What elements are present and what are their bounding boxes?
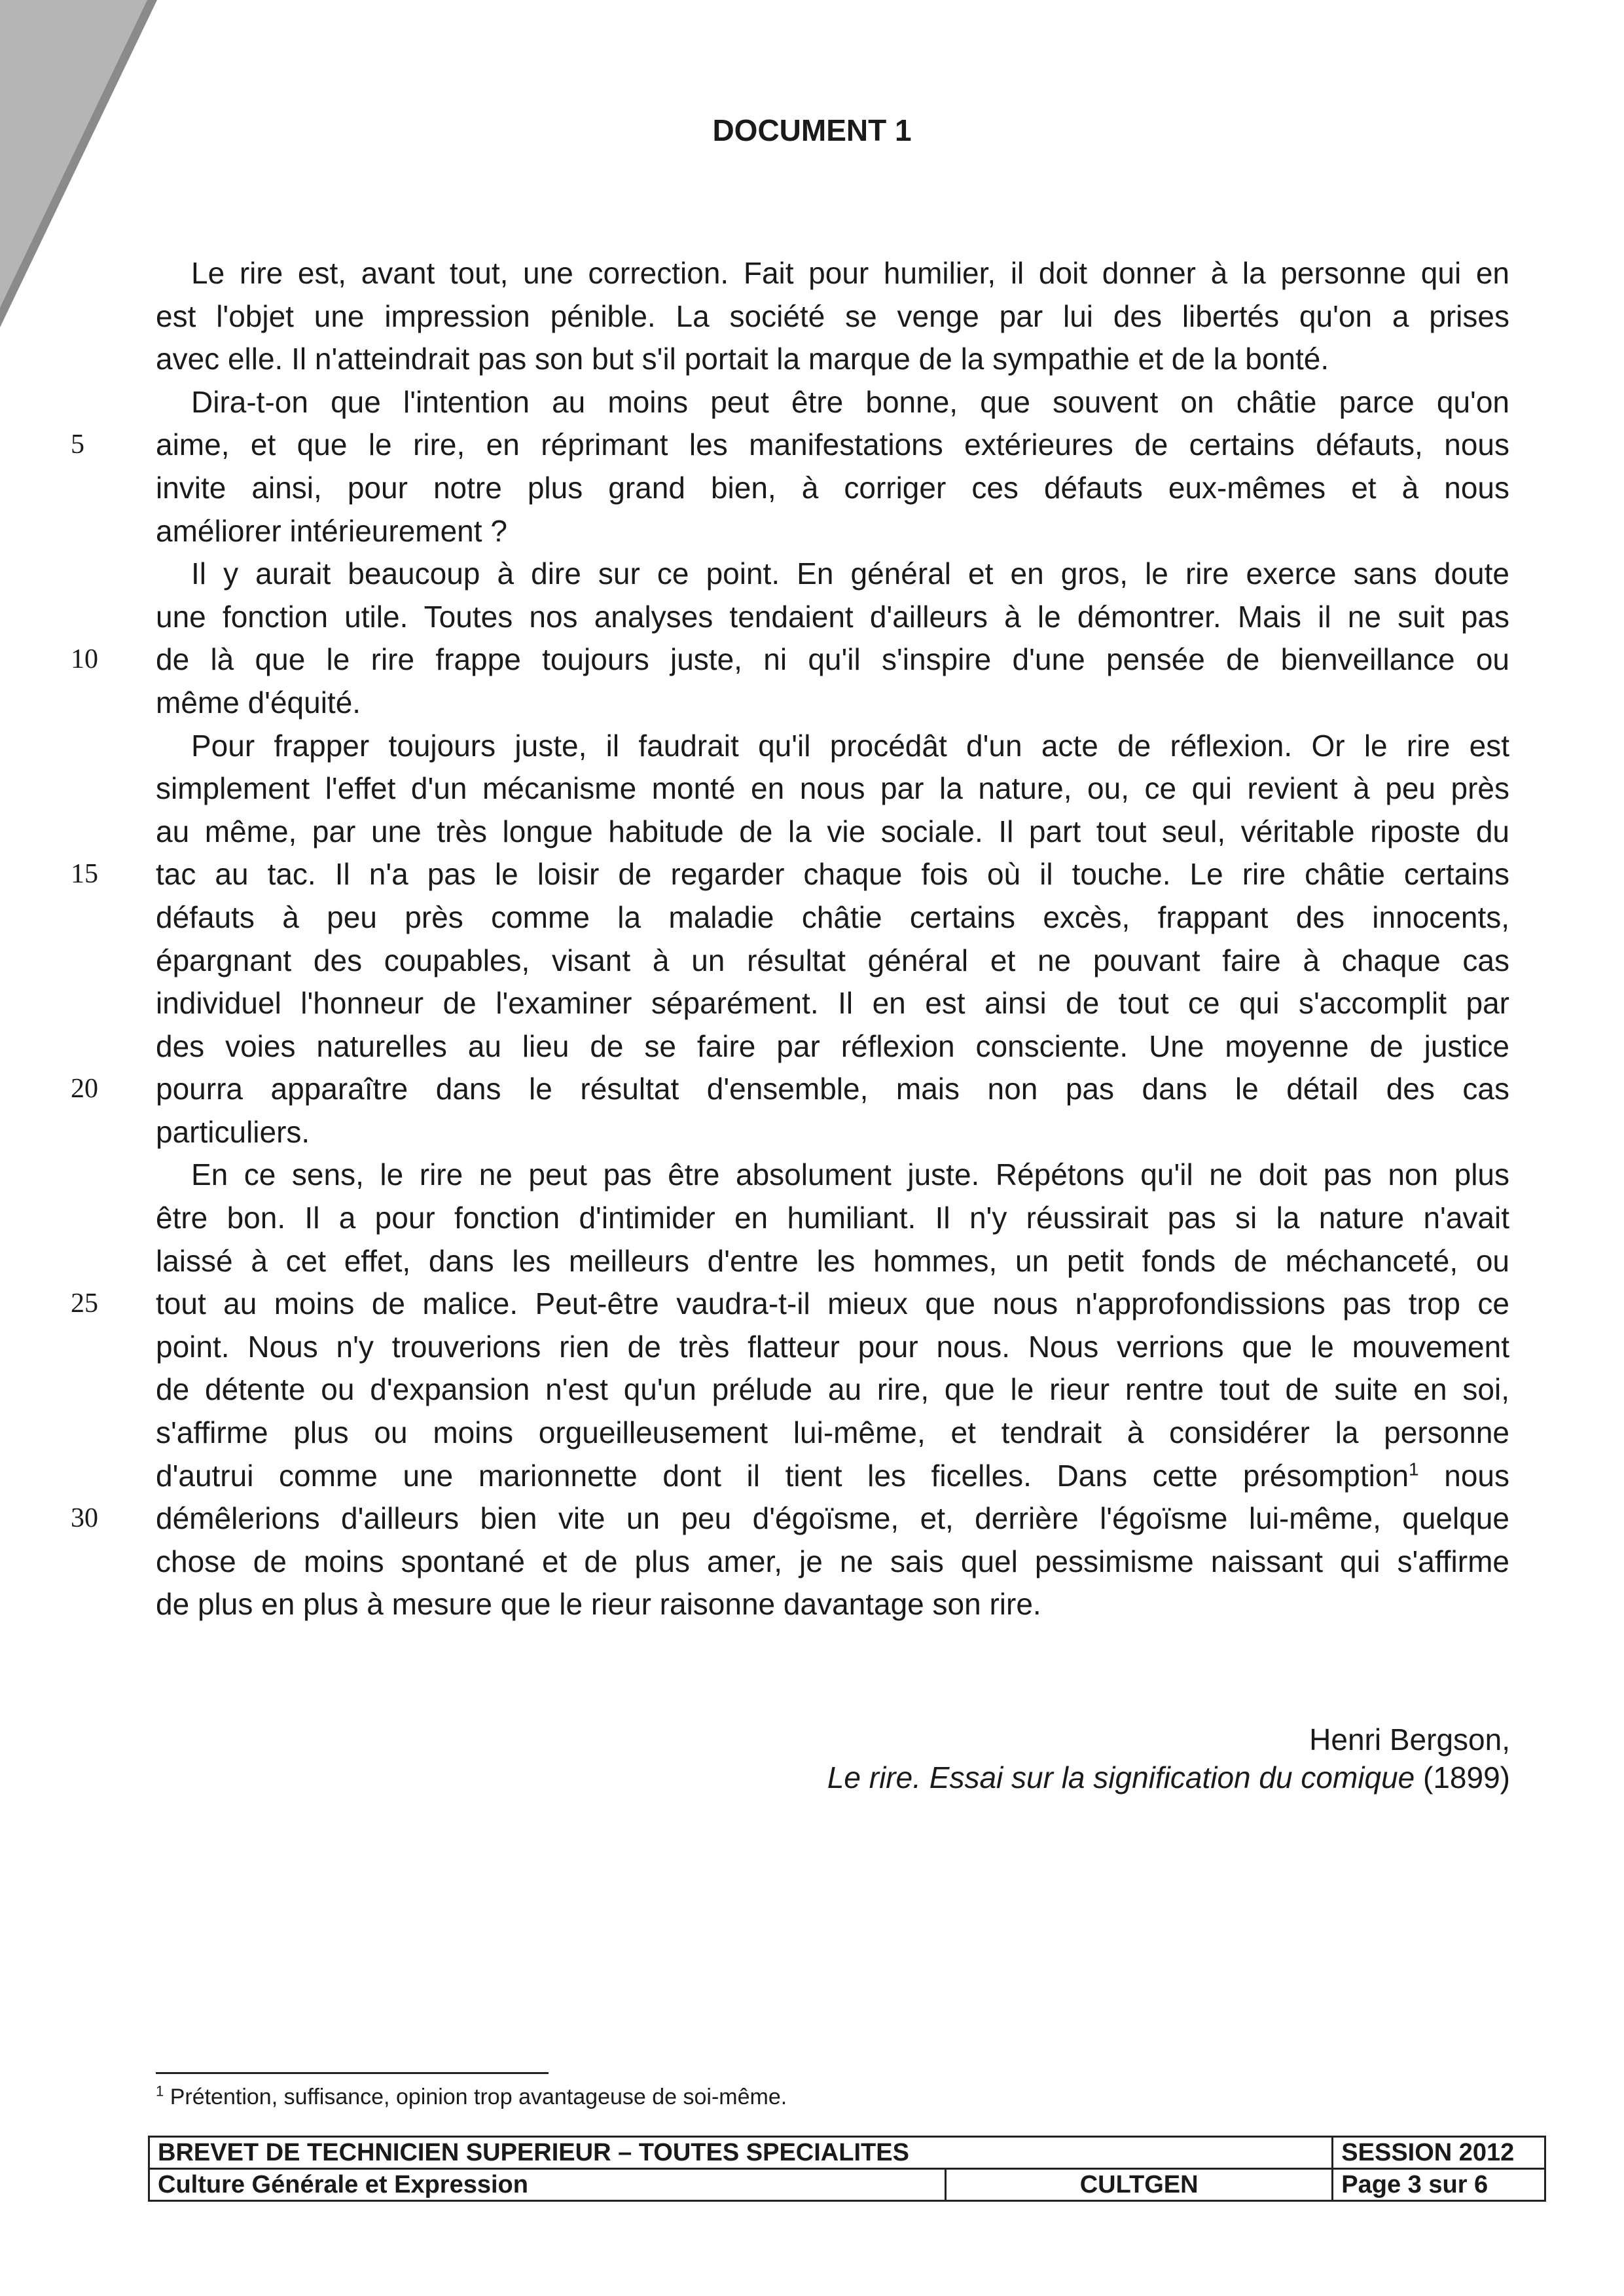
work-citation (827, 1758, 1510, 1796)
text-line: individuel l'honneur de l'examiner séparément. Il en est ainsi de tout ce qui s'accomplit par (156, 986, 1509, 1021)
text-line: est l'objet une impression pénible. La société se venge par lui des libertés qu'on a prises (156, 299, 1509, 333)
text-line: simplement l'effet d'un mécanisme monté en nous par la nature, ou, ce qui revient à peu près (156, 771, 1509, 806)
main-text (71, 252, 1509, 1626)
line-number: 15 (71, 859, 98, 890)
text-line: démêlerions d'ailleurs bien vite un peu d'égoïsme, et, derrière l'égoïsme lui-même, quelque 30 (156, 1497, 1509, 1540)
text-line: d'autrui comme une marionnette dont il tient les ficelles. Dans cette présomption$^1$ nous (156, 1458, 1509, 1493)
attribution (827, 1721, 1510, 1796)
text-line: s'affirme plus ou moins orgueilleusement lui-même, et tendrait à considérer la personne (156, 1415, 1509, 1450)
footer-page: Page 3 sur 6 (1333, 2169, 1545, 2201)
text-line: tac au tac. Il n'a pas le loisir de regarder chaque fois où il touche. Le rire châtie certains 15 (156, 853, 1509, 896)
footer-table (148, 2136, 1546, 2202)
text-line: des voies naturelles au lieu de se faire par réflexion consciente. Une moyenne de justice (156, 1029, 1509, 1063)
text-line: améliorer intérieurement ? (156, 513, 507, 548)
text-line: avec elle. Il n'atteindrait pas son but s'il portait la marque de la sympathie et de la bonté. (156, 342, 1329, 376)
text-line: être bon. Il a pour fonction d'intimider en humiliant. Il n'y réussirait pas si la nature n'avait (156, 1201, 1509, 1235)
text-line: Pour frapper toujours juste, il faudrait qu'il procédât d'un acte de réflexion. Or le rire est (191, 728, 1509, 763)
text-line: même d'équité. (156, 685, 361, 720)
footer-session: SESSION 2012 (1333, 2137, 1545, 2169)
footnote (156, 2085, 787, 2110)
text-line: de plus en plus à mesure que le rieur raisonne davantage son rire. (156, 1587, 1041, 1622)
text-line: une fonction utile. Toutes nos analyses tendaient d'ailleurs à le démontrer. Mais il ne suit pas (156, 599, 1509, 634)
text-line: défauts à peu près comme la maladie châtie certains excès, frappant des innocents, (156, 900, 1509, 934)
footer-code: CULTGEN (946, 2169, 1333, 2201)
text-line: Il y aurait beaucoup à dire sur ce point. En général et en gros, le rire exerce sans doute (191, 556, 1509, 591)
footnote-text: Prétention, suffisance, opinion trop avantageuse de soi-même. (164, 2085, 787, 2109)
line-number: 25 (71, 1288, 98, 1319)
work-year: (1899) (1415, 1760, 1510, 1795)
footnote-marker: 1 (156, 2083, 164, 2100)
text-line: aime, et que le rire, en réprimant les manifestations extérieures de certains défauts, nous 5 (156, 424, 1509, 467)
text-line: laissé à cet effet, dans les meilleurs d'entre les hommes, un petit fonds de méchanceté, ou (156, 1243, 1509, 1278)
document-title: DOCUMENT 1 (712, 113, 912, 147)
text-line: pourra apparaître dans le résultat d'ensemble, mais non pas dans le détail des cas 20 (156, 1068, 1509, 1111)
author-name: Henri Bergson, (1309, 1722, 1510, 1757)
text-line: épargnant des coupables, visant à un résultat général et ne pouvant faire à chaque cas (156, 943, 1509, 977)
scan-edge-shadow (0, 0, 157, 340)
text-line: Le rire est, avant tout, une correction. Fait pour humilier, il doit donner à la personne qui en (191, 256, 1509, 290)
text-line: chose de moins spontané et de plus amer, je ne sais quel pessimisme naissant qui s'affirme (156, 1544, 1509, 1578)
line-number: 5 (71, 429, 84, 460)
line-number: 10 (71, 644, 98, 675)
text-line: Dira-t-on que l'intention au moins peut être bonne, que souvent on châtie parce qu'on (191, 384, 1509, 419)
line-number: 20 (71, 1074, 98, 1104)
text-line: invite ainsi, pour notre plus grand bien, à corriger ces défauts eux-mêmes et à nous (156, 470, 1509, 505)
footer-exam: BREVET DE TECHNICIEN SUPERIEUR – TOUTES SPECIALITES (149, 2137, 1333, 2169)
text-line: En ce sens, le rire ne peut pas être absolument juste. Répétons qu'il ne doit pas non plus (191, 1157, 1509, 1192)
footnote-separator (156, 2072, 549, 2074)
footer-subject: Culture Générale et Expression (149, 2169, 946, 2201)
line-number: 30 (71, 1503, 98, 1534)
text-line: de détente ou d'expansion n'est qu'un prélude au rire, que le rieur rentre tout de suite en soi, (156, 1372, 1509, 1407)
text-line: de là que le rire frappe toujours juste, ni qu'il s'inspire d'une pensée de bienveillance ou 10 (156, 638, 1509, 682)
text-line: au même, par une très longue habitude de la vie sociale. Il part tout seul, véritable riposte du (156, 814, 1509, 848)
text-line: tout au moins de malice. Peut-être vaudra-t-il mieux que nous n'approfondissions pas trop ce 25 (156, 1283, 1509, 1326)
footnote-ref: 1 (1409, 1459, 1419, 1480)
text-line: particuliers. (156, 1114, 310, 1149)
text-line: point. Nous n'y trouverions rien de très flatteur pour nous. Nous verrions que le mouvement (156, 1329, 1509, 1364)
work-title: Le rire. Essai sur la signification du comique (827, 1760, 1415, 1795)
